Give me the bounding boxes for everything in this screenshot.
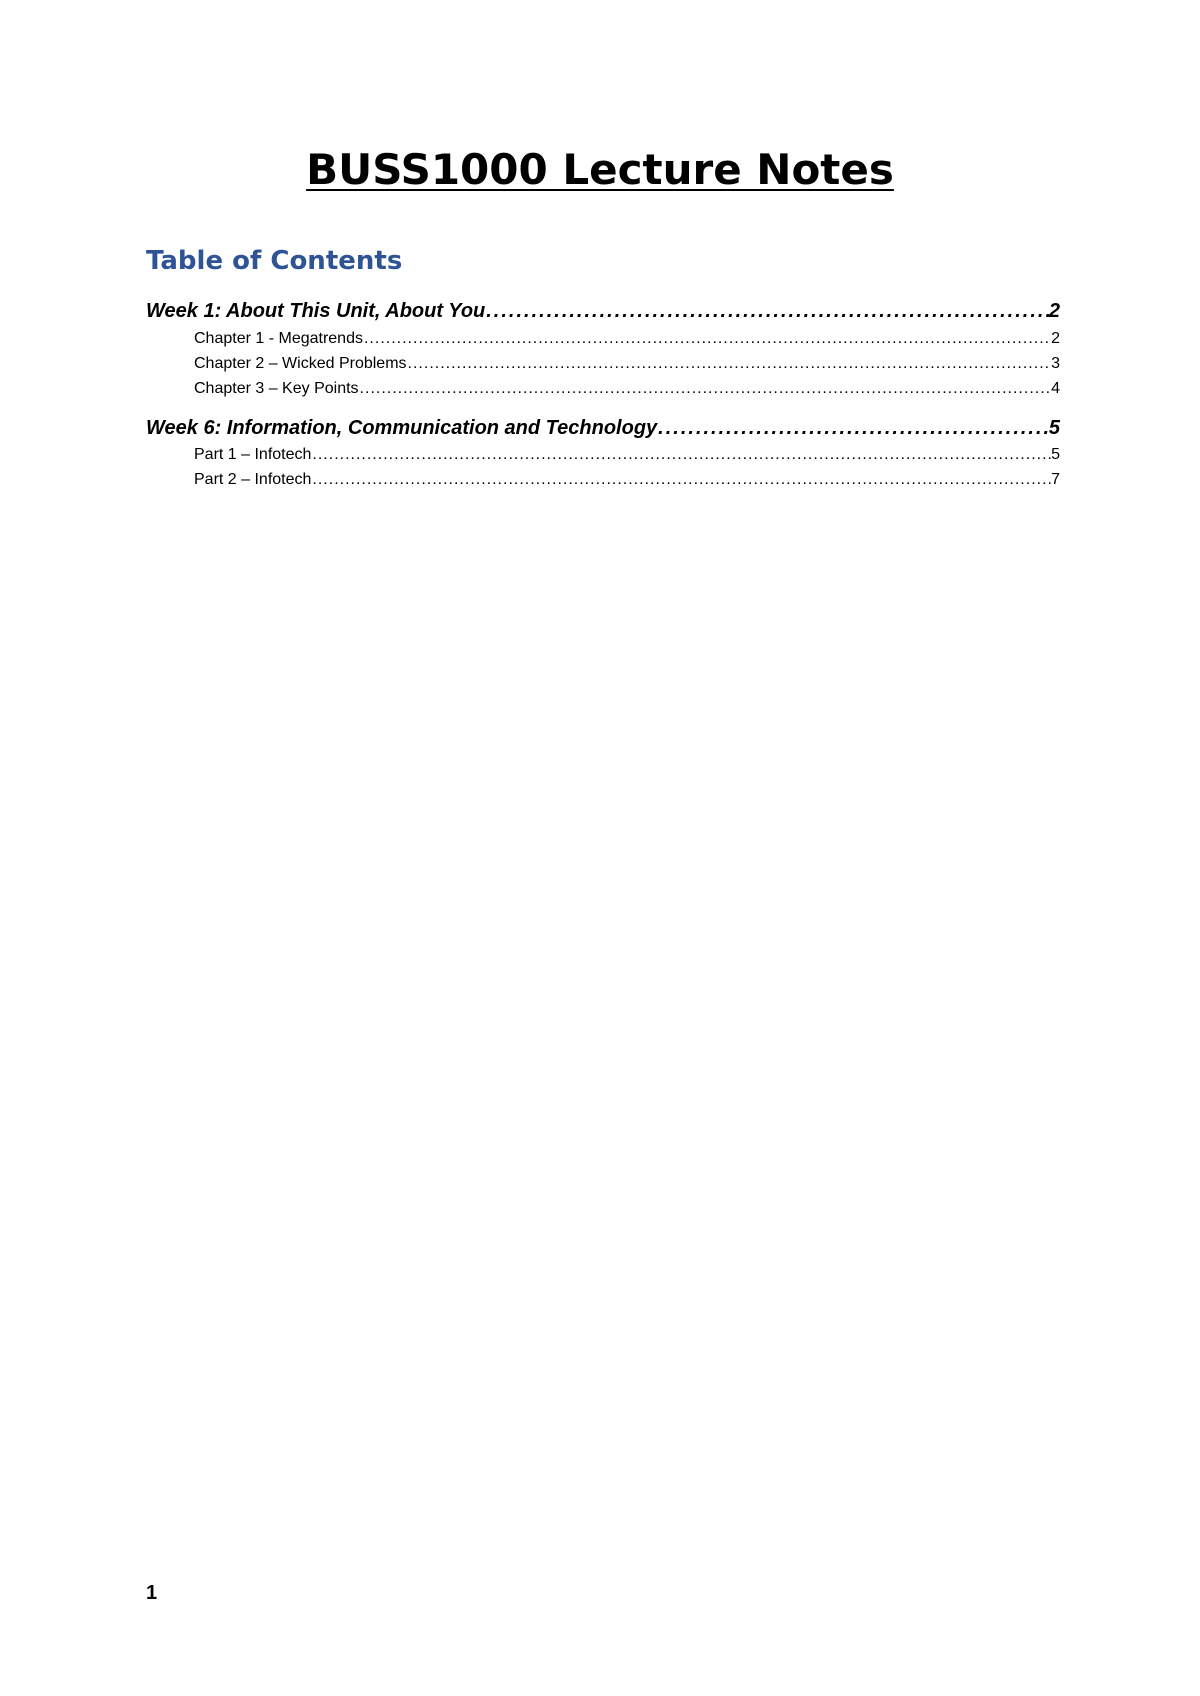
toc-dot-leader	[407, 353, 1052, 375]
toc-entry-page: 5	[1051, 446, 1060, 463]
document-title: BUSS1000 Lecture Notes	[306, 145, 894, 194]
toc-dot-leader	[485, 298, 1049, 324]
toc-entry-week-6[interactable]	[146, 415, 1060, 441]
toc-entry-page: 5	[1048, 417, 1060, 439]
footer-page-number: 1	[146, 1582, 158, 1604]
toc-entry-part-2[interactable]	[194, 469, 1060, 491]
toc-entry-part-1[interactable]	[194, 444, 1060, 466]
toc-dot-leader	[311, 469, 1051, 491]
toc-heading: Table of Contents	[146, 246, 403, 276]
toc-entry-label: Chapter 3 – Key Points	[194, 380, 359, 397]
toc-dot-leader	[359, 378, 1052, 400]
toc-entry-page: 4	[1051, 380, 1060, 397]
toc-entry-label: Part 1 – Infotech	[194, 446, 312, 463]
toc-entry-chapter-2[interactable]	[194, 353, 1060, 375]
toc-entry-page: 3	[1051, 355, 1060, 372]
toc-entry-page: 2	[1051, 330, 1060, 347]
toc-entry-week-1[interactable]	[146, 298, 1060, 324]
toc-entry-chapter-1[interactable]	[194, 328, 1060, 350]
toc-entry-label: Part 2 – Infotech	[194, 471, 312, 488]
toc-dot-leader	[363, 328, 1051, 350]
toc-entry-page: 7	[1051, 471, 1060, 488]
toc-dot-leader	[657, 415, 1049, 441]
toc-entry-page: 2	[1048, 300, 1060, 322]
toc-entry-label: Week 6: Information, Communication and Technology	[146, 417, 658, 439]
toc-entry-label: Chapter 2 – Wicked Problems	[194, 355, 407, 372]
toc-entry-label: Week 1: About This Unit, About You	[146, 300, 486, 322]
toc-entry-chapter-3[interactable]	[194, 378, 1060, 400]
toc-dot-leader	[311, 444, 1051, 466]
toc-entry-label: Chapter 1 - Megatrends	[194, 330, 363, 347]
